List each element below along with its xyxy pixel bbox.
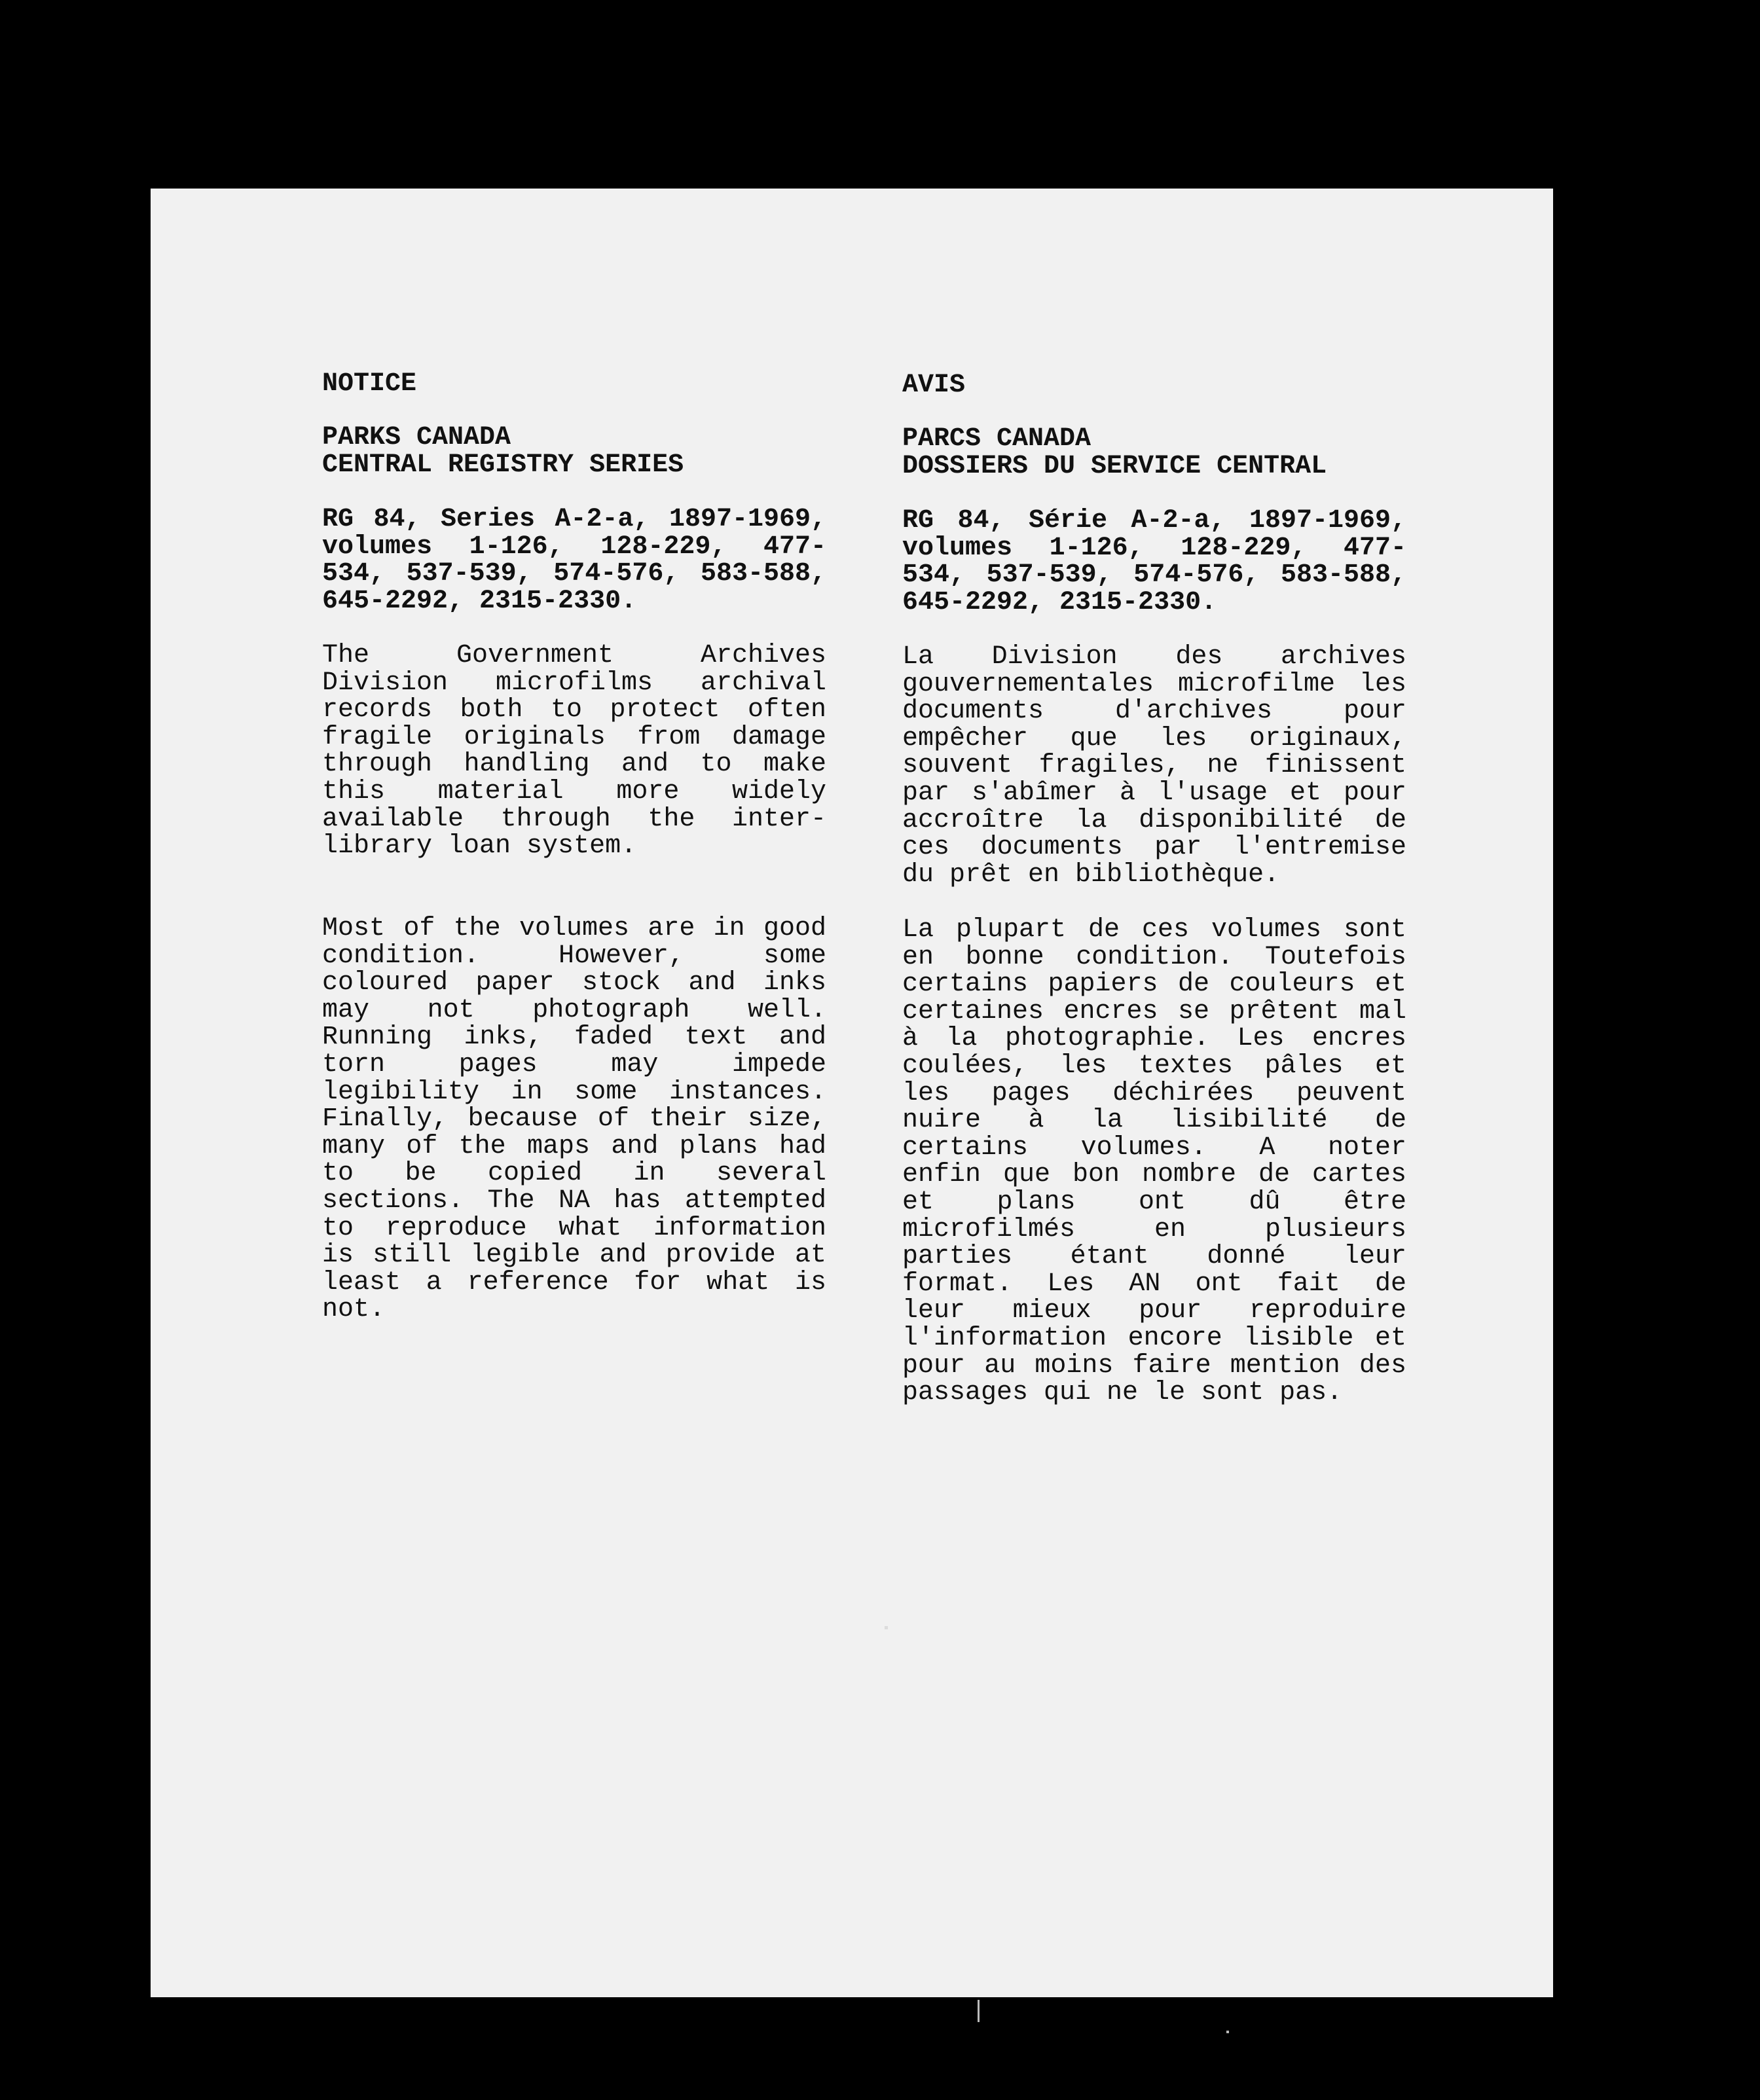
reference-line: volumes 1-126, 128-229, 477- (902, 533, 1406, 563)
paragraph-line: certains papiers de couleurs et (902, 969, 1406, 1000)
paragraph-line: Running inks, faded text and (322, 1023, 826, 1053)
scan-speck (885, 1626, 888, 1629)
reference-line: RG 84, Series A-2-a, 1897-1969, (322, 505, 826, 534)
paragraph-line: Finally, because of their size, (322, 1104, 826, 1134)
paragraph-line: available through the inter- (322, 804, 826, 834)
notice-reference (322, 506, 826, 615)
paragraph-line: certaines encres se prêtent mal (902, 996, 1406, 1026)
paragraph-line: l'information encore lisible et (902, 1323, 1406, 1353)
paragraph-line: leur mieux pour reproduire (902, 1296, 1406, 1326)
paragraph-line: pour au moins faire mention des (902, 1350, 1406, 1381)
avis-title-text: AVIS (902, 371, 966, 400)
org-line: CENTRAL REGISTRY SERIES (322, 450, 684, 480)
paragraph-line: les pages déchirées peuvent (902, 1078, 1406, 1108)
paragraph-line: coulées, les textes pâles et (902, 1051, 1406, 1081)
paragraph-line: microfilmés en plusieurs (902, 1214, 1406, 1244)
paragraph-line: through handling and to make (322, 750, 826, 780)
paragraph-line: format. Les AN ont fait de (902, 1269, 1406, 1299)
notice-org-heading (322, 424, 826, 479)
paragraph-line: many of the maps and plans had (322, 1131, 826, 1161)
paragraph-line: ces documents par l'entremise (902, 833, 1406, 863)
paragraph-line: accroître la disponibilité de (902, 805, 1406, 835)
avis-org-heading (902, 425, 1406, 480)
paragraph-line: gouvernementales microfilme les (902, 669, 1406, 699)
paragraph-line: en bonne condition. Toutefois (902, 942, 1406, 972)
paragraph-line: not. (322, 1295, 386, 1325)
paragraph-line: library loan system. (322, 831, 637, 861)
notice-title-text: NOTICE (322, 369, 417, 399)
paragraph-line: et plans ont dû être (902, 1187, 1406, 1217)
reference-line: volumes 1-126, 128-229, 477- (322, 532, 826, 562)
org-line: DOSSIERS DU SERVICE CENTRAL (902, 451, 1327, 481)
avis-paragraph-2 (902, 916, 1406, 1407)
notice-title (322, 371, 826, 398)
paragraph-line: to be copied in several (322, 1159, 826, 1189)
paragraph-line: The Government Archives (322, 641, 826, 670)
paragraph-line: documents d'archives pour (902, 697, 1406, 727)
paragraph-line: La Division des archives (902, 642, 1406, 672)
paragraph-line: condition. However, some (322, 941, 826, 971)
paragraph-line: Division microfilms archival (322, 668, 826, 698)
paragraph-line: parties étant donné leur (902, 1242, 1406, 1272)
avis-title (902, 372, 1406, 399)
avis-paragraph-1 (902, 643, 1406, 888)
reference-line: 534, 537-539, 574-576, 583-588, (902, 560, 1406, 590)
notice-paragraph-2 (322, 915, 826, 1324)
paragraph-line: Most of the volumes are in good (322, 914, 826, 943)
org-line: PARKS CANADA (322, 423, 511, 452)
paragraph-line: sections. The NA has attempted (322, 1186, 826, 1216)
paragraph-line: passages qui ne le sont pas. (902, 1378, 1343, 1408)
paragraph-line: this material more widely (322, 776, 826, 806)
paragraph-line: to reproduce what information (322, 1213, 826, 1243)
paragraph-line: La plupart de ces volumes sont (902, 915, 1406, 945)
paragraph-line: may not photograph well. (322, 995, 826, 1025)
paragraph-line: fragile originals from damage (322, 722, 826, 752)
scan-speck (1226, 2031, 1229, 2033)
paragraph-line: par s'abîmer à l'usage et pour (902, 778, 1406, 808)
paragraph-line: records both to protect often (322, 695, 826, 725)
paragraph-line: certains volumes. A noter (902, 1132, 1406, 1163)
paragraph-line: least a reference for what is (322, 1267, 826, 1297)
reference-line: RG 84, Série A-2-a, 1897-1969, (902, 506, 1406, 535)
notice-paragraph-1 (322, 642, 826, 860)
reference-line: 645-2292, 2315-2330. (322, 586, 637, 616)
paragraph-line: à la photographie. Les encres (902, 1024, 1406, 1054)
paragraph-line: du prêt en bibliothèque. (902, 860, 1280, 890)
paragraph-line: torn pages may impede (322, 1049, 826, 1079)
paragraph-line: souvent fragiles, ne finissent (902, 751, 1406, 781)
paragraph-line: is still legible and provide at (322, 1240, 826, 1271)
paragraph-line: legibility in some instances. (322, 1077, 826, 1107)
scan-speck (978, 2000, 980, 2022)
scanned-page (151, 189, 1553, 1997)
reference-line: 534, 537-539, 574-576, 583-588, (322, 559, 826, 589)
paragraph-line: empêcher que les originaux, (902, 723, 1406, 753)
paragraph-line: coloured paper stock and inks (322, 968, 826, 998)
paragraph-line: enfin que bon nombre de cartes (902, 1160, 1406, 1190)
reference-line: 645-2292, 2315-2330. (902, 587, 1217, 617)
paragraph-line: nuire à la lisibilité de (902, 1106, 1406, 1136)
org-line: PARCS CANADA (902, 424, 1091, 454)
avis-reference (902, 507, 1406, 616)
